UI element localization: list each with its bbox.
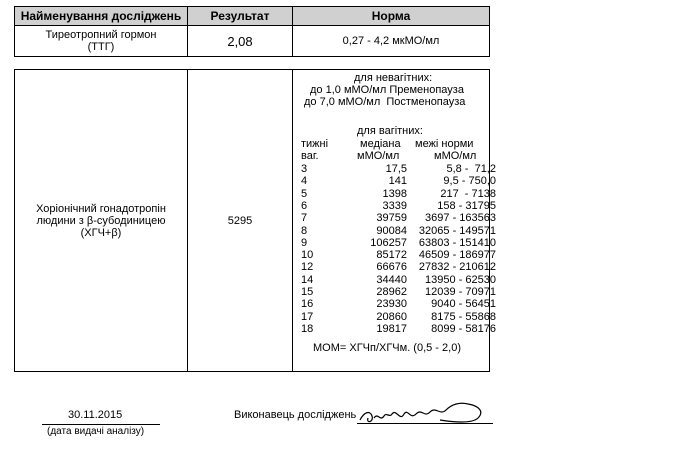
week-row-range: 9040 - 56451: [431, 298, 496, 311]
week-row-week: 17: [301, 310, 314, 323]
week-row-week: 8: [301, 224, 308, 237]
nonpreg-title: для невагітних:: [354, 72, 433, 84]
header-name: Найменування досліджень: [15, 7, 188, 26]
week-row-week: 10: [301, 249, 314, 262]
header-result: Результат: [188, 7, 293, 26]
hcg-name: [15, 70, 188, 372]
tsh-norm: 0,27 - 4,2 мкМО/мл: [293, 26, 490, 57]
week-row-range: 5,8 - 71,2: [446, 163, 496, 175]
header-norm: Норма: [293, 7, 490, 26]
week-row-week: 6: [301, 199, 308, 212]
issue-date: 30.11.2015: [68, 409, 123, 421]
week-row-range: 32065 - 149571: [418, 224, 496, 237]
week-row-range: 8099 - 58176: [431, 322, 496, 335]
week-row-range: 63803 - 151410: [418, 236, 496, 249]
col-range-2: мМО/мл: [434, 150, 477, 162]
hcg-name-line1: Хоріонічний гонадотропін: [36, 202, 166, 215]
mom-line: МОМ= ХГЧп/ХГЧм. (0,5 - 2,0): [313, 342, 461, 354]
week-row-median: 20860: [376, 310, 407, 323]
week-row-median: 19817: [376, 322, 407, 335]
week-row-range: 217 - 7138: [440, 187, 496, 200]
table-row: [15, 70, 490, 372]
signature-image: [356, 392, 496, 428]
hcg-norm: [293, 70, 496, 372]
week-row-week: 9: [301, 236, 308, 249]
hcg-name-line2: людини з β-субодиницею: [36, 214, 166, 227]
col-median-1: медіана: [360, 138, 401, 150]
nonpreg-line1: до 1,0 мМО/мл Пременопауза: [310, 84, 464, 96]
week-row-range: 3697 - 163563: [425, 212, 496, 225]
week-row-median: 141: [388, 175, 407, 188]
table-row: [15, 26, 490, 57]
week-row-week: 7: [301, 212, 308, 225]
week-row-median: 28962: [376, 286, 407, 298]
tsh-result: 2,08: [188, 26, 293, 57]
col-weeks-2: ваг.: [301, 150, 319, 162]
week-row-median: 39759: [376, 212, 407, 225]
executor-label: Виконавець досліджень: [234, 409, 357, 421]
nonpreg-line2: до 7,0 мМО/мл Постменопауза: [304, 96, 466, 108]
week-row-range: 46509 - 186977: [418, 249, 496, 262]
col-range-1: межі норми: [415, 138, 474, 150]
week-row-range: 9,5 - 750,0: [443, 175, 496, 188]
date-underline: [42, 424, 160, 425]
tsh-name: [15, 26, 188, 57]
preg-title: для вагітних:: [357, 125, 423, 137]
week-row-week: 12: [301, 261, 314, 274]
week-row-week: 3: [301, 163, 308, 175]
week-row-week: 14: [301, 273, 314, 286]
issue-date-label: (дата видачі аналізу): [47, 426, 145, 437]
week-row-range: 13950 - 62530: [425, 273, 496, 286]
week-row-week: 4: [301, 175, 308, 188]
results-table-hcg: [14, 69, 496, 372]
week-row-range: 158 - 31795: [437, 199, 496, 212]
tsh-name-line1: Тиреотропний гормон: [45, 29, 157, 41]
week-row-median: 1398: [382, 187, 407, 200]
week-row-week: 5: [301, 187, 308, 200]
week-row-range: 27832 - 210612: [418, 261, 496, 274]
week-row-week: 15: [301, 286, 314, 298]
week-row-median: 3339: [382, 199, 407, 212]
results-table-top: [14, 6, 490, 57]
week-row-range: 8175 - 55868: [431, 310, 496, 323]
week-row-median: 106257: [370, 236, 407, 249]
week-row-week: 16: [301, 298, 314, 311]
tsh-name-line2: (ТТГ): [87, 41, 115, 53]
col-weeks-1: тижні: [301, 138, 329, 150]
week-row-median: 34440: [376, 273, 407, 286]
week-row-median: 90084: [376, 224, 407, 237]
week-row-median: 85172: [376, 249, 407, 262]
week-row-range: 12039 - 70971: [425, 286, 496, 298]
hcg-norm-block: [293, 70, 496, 371]
week-row-median: 23930: [376, 298, 407, 311]
col-median-2: мМО/мл: [357, 150, 400, 162]
hcg-name-line3: (ХГЧ+β): [80, 226, 122, 239]
week-row-week: 18: [301, 322, 314, 335]
hcg-result: 5295: [188, 70, 293, 372]
week-row-median: 66676: [376, 261, 407, 274]
week-row-median: 17,5: [385, 163, 407, 175]
